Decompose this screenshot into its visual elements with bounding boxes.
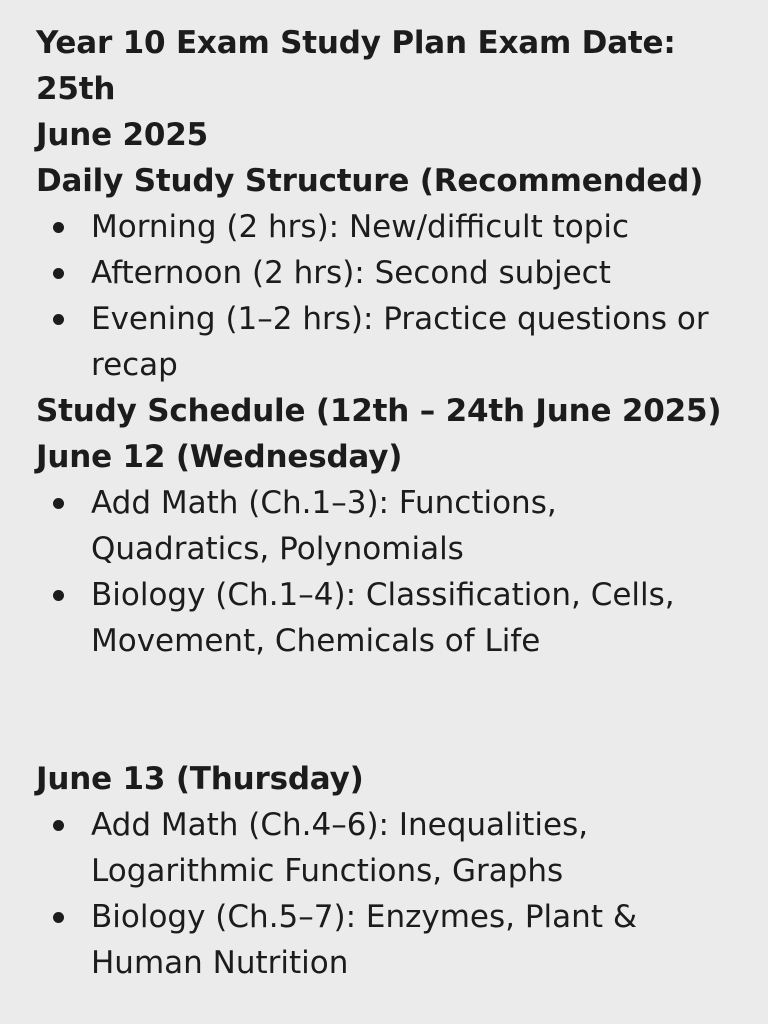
blank-gap (36, 664, 728, 756)
list-item (36, 894, 728, 986)
list-item (36, 296, 728, 388)
title-line-2: June 2025 (36, 117, 208, 153)
daily-structure-list (36, 204, 728, 388)
bullet-icon (53, 498, 64, 509)
day-heading-june-13: June 13 (Thursday) (36, 761, 364, 797)
list-item-text: Add Math (Ch.1–3): Functions, Quadratics, Polynomials (91, 485, 557, 567)
document-title (36, 20, 728, 158)
bullet-icon (53, 314, 64, 325)
bullet-icon (53, 222, 64, 233)
bullet-icon (53, 912, 64, 923)
list-item-text: Biology (Ch.1–4): Classification, Cells, Movement, Chemicals of Life (91, 577, 675, 659)
bullet-icon (53, 268, 64, 279)
bullet-icon (53, 820, 64, 831)
list-item (36, 250, 728, 296)
day-list-june-12 (36, 480, 728, 664)
list-item (36, 802, 728, 894)
list-item (36, 572, 728, 664)
list-item-text: Biology (Ch.5–7): Enzymes, Plant & Human Nutrition (91, 899, 637, 981)
list-item-text: Evening (1–2 hrs): Practice questions or recap (91, 301, 709, 383)
list-item-text: Add Math (Ch.4–6): Inequalities, Logarithmic Functions, Graphs (91, 807, 589, 889)
list-item-text: Afternoon (2 hrs): Second subject (91, 255, 611, 291)
daily-structure-heading: Daily Study Structure (Recommended) (36, 163, 704, 199)
day-heading-june-12: June 12 (Wednesday) (36, 439, 403, 475)
bullet-icon (53, 590, 64, 601)
list-item (36, 480, 728, 572)
list-item-text: Morning (2 hrs): New/difficult topic (91, 209, 630, 245)
list-item (36, 204, 728, 250)
schedule-heading: Study Schedule (12th – 24th June 2025) (36, 393, 722, 429)
day-list-june-13 (36, 802, 728, 986)
title-line-1: Year 10 Exam Study Plan Exam Date: 25th (36, 25, 676, 107)
